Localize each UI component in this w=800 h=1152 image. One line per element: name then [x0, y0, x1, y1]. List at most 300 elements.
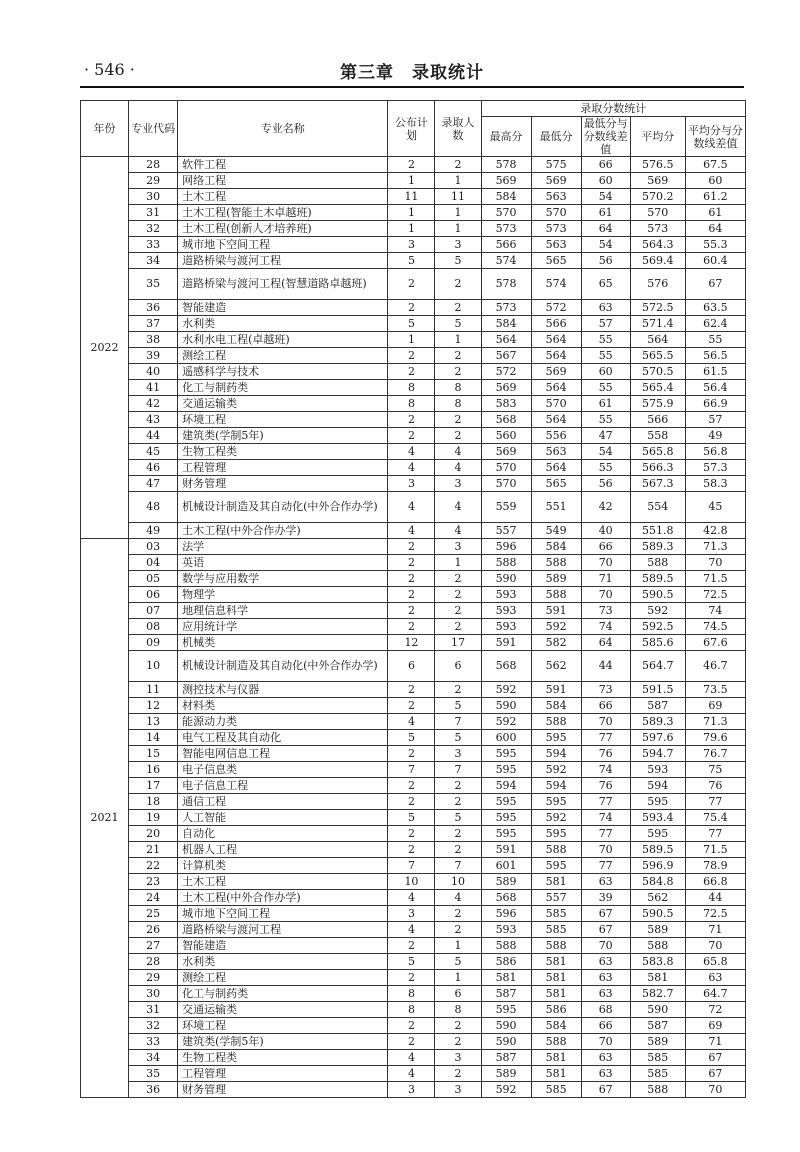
major-code-cell: 42: [129, 396, 178, 412]
avg-diff-cell: 65.8: [685, 954, 745, 970]
avg-diff-cell: 72.5: [685, 587, 745, 603]
plan-cell: 4: [388, 922, 435, 938]
avg-diff-cell: 57.3: [685, 460, 745, 476]
enrolled-cell: 8: [435, 380, 481, 396]
min-diff-cell: 76: [581, 778, 630, 794]
major-code-cell: 20: [129, 826, 178, 842]
avg-score-cell: 551.8: [630, 523, 685, 539]
major-name-cell: 物理学: [178, 587, 388, 603]
min-diff-cell: 67: [581, 922, 630, 938]
min-score-cell: 581: [531, 986, 581, 1002]
major-code-cell: 18: [129, 794, 178, 810]
avg-score-cell: 592: [630, 603, 685, 619]
max-score-cell: 595: [481, 826, 531, 842]
avg-diff-cell: 79.6: [685, 730, 745, 746]
max-score-cell: 601: [481, 858, 531, 874]
min-diff-cell: 66: [581, 539, 630, 555]
plan-cell: 8: [388, 1002, 435, 1018]
avg-score-cell: 570: [630, 205, 685, 221]
avg-diff-cell: 49: [685, 428, 745, 444]
max-score-cell: 581: [481, 970, 531, 986]
major-code-cell: 10: [129, 651, 178, 682]
major-name-cell: 交通运输类: [178, 396, 388, 412]
min-diff-cell: 68: [581, 1002, 630, 1018]
min-diff-cell: 74: [581, 762, 630, 778]
max-score-cell: 569: [481, 173, 531, 189]
major-code-cell: 08: [129, 619, 178, 635]
max-score-cell: 568: [481, 890, 531, 906]
min-score-cell: 589: [531, 571, 581, 587]
avg-score-cell: 593.4: [630, 810, 685, 826]
major-code-cell: 28: [129, 157, 178, 173]
max-score-cell: 570: [481, 476, 531, 492]
max-score-cell: 570: [481, 460, 531, 476]
min-diff-cell: 60: [581, 364, 630, 380]
max-score-cell: 566: [481, 237, 531, 253]
major-name-cell: 建筑类(学制5年): [178, 1034, 388, 1050]
major-name-cell: 地理信息科学: [178, 603, 388, 619]
header-min-diff: 最低分与分数线差值: [581, 117, 630, 157]
min-score-cell: 592: [531, 810, 581, 826]
table-row: [81, 1082, 746, 1098]
min-diff-cell: 63: [581, 300, 630, 316]
avg-diff-cell: 75: [685, 762, 745, 778]
major-name-cell: 法学: [178, 539, 388, 555]
avg-diff-cell: 64: [685, 221, 745, 237]
avg-diff-cell: 67: [685, 1050, 745, 1066]
avg-score-cell: 576.5: [630, 157, 685, 173]
enrolled-cell: 5: [435, 698, 481, 714]
min-score-cell: 591: [531, 603, 581, 619]
table-row: [81, 523, 746, 539]
table-row: [81, 221, 746, 237]
min-score-cell: 588: [531, 842, 581, 858]
table-row: [81, 794, 746, 810]
plan-cell: 2: [388, 842, 435, 858]
min-score-cell: 581: [531, 1050, 581, 1066]
plan-cell: 5: [388, 954, 435, 970]
major-code-cell: 34: [129, 253, 178, 269]
major-code-cell: 31: [129, 1002, 178, 1018]
enrolled-cell: 2: [435, 906, 481, 922]
major-name-cell: 生物工程类: [178, 1050, 388, 1066]
plan-cell: 2: [388, 364, 435, 380]
min-diff-cell: 77: [581, 826, 630, 842]
table-row: [81, 571, 746, 587]
major-name-cell: 土木工程(创新人才培养班): [178, 221, 388, 237]
major-code-cell: 04: [129, 555, 178, 571]
min-score-cell: 556: [531, 428, 581, 444]
plan-cell: 5: [388, 253, 435, 269]
avg-diff-cell: 57: [685, 412, 745, 428]
major-code-cell: 29: [129, 970, 178, 986]
enrolled-cell: 2: [435, 428, 481, 444]
plan-cell: 1: [388, 173, 435, 189]
enrolled-cell: 5: [435, 810, 481, 826]
plan-cell: 2: [388, 428, 435, 444]
plan-cell: 11: [388, 189, 435, 205]
table-row: [81, 778, 746, 794]
table-row: [81, 922, 746, 938]
table-row: [81, 332, 746, 348]
avg-score-cell: 595: [630, 794, 685, 810]
min-score-cell: 565: [531, 476, 581, 492]
max-score-cell: 574: [481, 253, 531, 269]
avg-diff-cell: 77: [685, 794, 745, 810]
min-diff-cell: 67: [581, 1082, 630, 1098]
avg-score-cell: 571.4: [630, 316, 685, 332]
table-row: [81, 316, 746, 332]
table-row: [81, 874, 746, 890]
major-name-cell: 智能建造: [178, 300, 388, 316]
avg-diff-cell: 78.9: [685, 858, 745, 874]
plan-cell: 8: [388, 380, 435, 396]
enrolled-cell: 2: [435, 682, 481, 698]
avg-diff-cell: 70: [685, 938, 745, 954]
min-diff-cell: 63: [581, 1050, 630, 1066]
table-row: [81, 1066, 746, 1082]
avg-diff-cell: 71.5: [685, 842, 745, 858]
avg-score-cell: 582.7: [630, 986, 685, 1002]
min-diff-cell: 54: [581, 444, 630, 460]
enrolled-cell: 2: [435, 794, 481, 810]
max-score-cell: 569: [481, 380, 531, 396]
max-score-cell: 594: [481, 778, 531, 794]
major-name-cell: 材料类: [178, 698, 388, 714]
major-name-cell: 机器人工程: [178, 842, 388, 858]
avg-score-cell: 573: [630, 221, 685, 237]
min-score-cell: 595: [531, 826, 581, 842]
min-score-cell: 585: [531, 922, 581, 938]
major-code-cell: 09: [129, 635, 178, 651]
enrolled-cell: 7: [435, 858, 481, 874]
avg-score-cell: 589.3: [630, 714, 685, 730]
avg-score-cell: 597.6: [630, 730, 685, 746]
enrolled-cell: 2: [435, 587, 481, 603]
max-score-cell: 595: [481, 794, 531, 810]
min-score-cell: 588: [531, 555, 581, 571]
min-diff-cell: 73: [581, 682, 630, 698]
max-score-cell: 589: [481, 874, 531, 890]
table-row: [81, 237, 746, 253]
major-name-cell: 人工智能: [178, 810, 388, 826]
major-code-cell: 48: [129, 492, 178, 523]
major-code-cell: 46: [129, 460, 178, 476]
major-code-cell: 14: [129, 730, 178, 746]
enrolled-cell: 1: [435, 221, 481, 237]
plan-cell: 5: [388, 730, 435, 746]
min-score-cell: 564: [531, 380, 581, 396]
major-name-cell: 道路桥梁与渡河工程: [178, 922, 388, 938]
min-score-cell: 569: [531, 364, 581, 380]
enrolled-cell: 1: [435, 332, 481, 348]
plan-cell: 2: [388, 938, 435, 954]
avg-score-cell: 565.8: [630, 444, 685, 460]
max-score-cell: 588: [481, 555, 531, 571]
chapter-title: 第三章 录取统计: [340, 63, 484, 83]
table-row: [81, 412, 746, 428]
enrolled-cell: 4: [435, 460, 481, 476]
min-score-cell: 588: [531, 714, 581, 730]
plan-cell: 1: [388, 332, 435, 348]
table-header: [81, 101, 746, 157]
min-score-cell: 588: [531, 1034, 581, 1050]
major-name-cell: 机械设计制造及其自动化(中外合作办学): [178, 492, 388, 523]
enrolled-cell: 4: [435, 523, 481, 539]
max-score-cell: 600: [481, 730, 531, 746]
avg-score-cell: 595: [630, 826, 685, 842]
plan-cell: 4: [388, 714, 435, 730]
max-score-cell: 596: [481, 539, 531, 555]
avg-diff-cell: 77: [685, 826, 745, 842]
min-diff-cell: 70: [581, 714, 630, 730]
avg-score-cell: 592.5: [630, 619, 685, 635]
min-score-cell: 585: [531, 1082, 581, 1098]
min-score-cell: 595: [531, 730, 581, 746]
table-row: [81, 492, 746, 523]
avg-score-cell: 590: [630, 1002, 685, 1018]
plan-cell: 4: [388, 444, 435, 460]
max-score-cell: 568: [481, 651, 531, 682]
table-row: [81, 890, 746, 906]
major-code-cell: 22: [129, 858, 178, 874]
major-code-cell: 34: [129, 1050, 178, 1066]
min-score-cell: 570: [531, 396, 581, 412]
avg-diff-cell: 61.2: [685, 189, 745, 205]
table-row: [81, 476, 746, 492]
major-name-cell: 土木工程(智能土木卓越班): [178, 205, 388, 221]
min-score-cell: 563: [531, 237, 581, 253]
major-name-cell: 工程管理: [178, 1066, 388, 1082]
max-score-cell: 584: [481, 189, 531, 205]
max-score-cell: 587: [481, 986, 531, 1002]
plan-cell: 12: [388, 635, 435, 651]
avg-diff-cell: 60.4: [685, 253, 745, 269]
plan-cell: 8: [388, 986, 435, 1002]
table-row: [81, 205, 746, 221]
avg-score-cell: 585: [630, 1066, 685, 1082]
major-code-cell: 25: [129, 906, 178, 922]
table-row: [81, 906, 746, 922]
major-name-cell: 测绘工程: [178, 970, 388, 986]
enrolled-cell: 7: [435, 714, 481, 730]
enrolled-cell: 3: [435, 1082, 481, 1098]
year-cell: 2022: [81, 157, 129, 539]
max-score-cell: 567: [481, 348, 531, 364]
table-row: [81, 348, 746, 364]
avg-score-cell: 565.4: [630, 380, 685, 396]
major-code-cell: 45: [129, 444, 178, 460]
major-name-cell: 环境工程: [178, 1018, 388, 1034]
major-code-cell: 07: [129, 603, 178, 619]
max-score-cell: 583: [481, 396, 531, 412]
major-code-cell: 06: [129, 587, 178, 603]
major-name-cell: 计算机类: [178, 858, 388, 874]
major-name-cell: 数学与应用数学: [178, 571, 388, 587]
min-score-cell: 592: [531, 762, 581, 778]
min-score-cell: 588: [531, 587, 581, 603]
min-diff-cell: 66: [581, 157, 630, 173]
avg-diff-cell: 66.8: [685, 874, 745, 890]
major-code-cell: 27: [129, 938, 178, 954]
avg-diff-cell: 58.3: [685, 476, 745, 492]
max-score-cell: 591: [481, 635, 531, 651]
min-score-cell: 595: [531, 858, 581, 874]
min-diff-cell: 61: [581, 396, 630, 412]
major-name-cell: 土木工程: [178, 189, 388, 205]
major-name-cell: 机械设计制造及其自动化(中外合作办学): [178, 651, 388, 682]
major-code-cell: 49: [129, 523, 178, 539]
major-code-cell: 47: [129, 476, 178, 492]
min-score-cell: 565: [531, 253, 581, 269]
enrolled-cell: 1: [435, 173, 481, 189]
max-score-cell: 595: [481, 810, 531, 826]
min-diff-cell: 55: [581, 348, 630, 364]
avg-score-cell: 564: [630, 332, 685, 348]
avg-score-cell: 554: [630, 492, 685, 523]
min-diff-cell: 55: [581, 332, 630, 348]
enrolled-cell: 1: [435, 205, 481, 221]
plan-cell: 2: [388, 603, 435, 619]
plan-cell: 7: [388, 858, 435, 874]
header-avg: 平均分: [630, 117, 685, 157]
major-code-cell: 36: [129, 1082, 178, 1098]
min-diff-cell: 39: [581, 890, 630, 906]
plan-cell: 2: [388, 539, 435, 555]
min-score-cell: 570: [531, 205, 581, 221]
min-score-cell: 557: [531, 890, 581, 906]
major-code-cell: 41: [129, 380, 178, 396]
plan-cell: 1: [388, 221, 435, 237]
min-score-cell: 582: [531, 635, 581, 651]
enrolled-cell: 5: [435, 954, 481, 970]
avg-diff-cell: 45: [685, 492, 745, 523]
table-row: [81, 428, 746, 444]
major-code-cell: 32: [129, 1018, 178, 1034]
min-diff-cell: 73: [581, 603, 630, 619]
table-row: [81, 189, 746, 205]
header-enrolled: 录取人数: [435, 101, 481, 157]
avg-diff-cell: 56.5: [685, 348, 745, 364]
major-code-cell: 33: [129, 237, 178, 253]
min-score-cell: 594: [531, 746, 581, 762]
avg-diff-cell: 69: [685, 698, 745, 714]
avg-score-cell: 581: [630, 970, 685, 986]
enrolled-cell: 2: [435, 826, 481, 842]
major-code-cell: 15: [129, 746, 178, 762]
max-score-cell: 596: [481, 906, 531, 922]
enrolled-cell: 3: [435, 476, 481, 492]
min-score-cell: 581: [531, 954, 581, 970]
major-name-cell: 城市地下空间工程: [178, 906, 388, 922]
max-score-cell: 591: [481, 842, 531, 858]
min-diff-cell: 74: [581, 810, 630, 826]
admission-stats-table: [80, 100, 746, 1098]
avg-diff-cell: 72: [685, 1002, 745, 1018]
plan-cell: 3: [388, 1082, 435, 1098]
header-avg-diff: 平均分与分数线差值: [685, 117, 745, 157]
table-row: [81, 380, 746, 396]
avg-diff-cell: 75.4: [685, 810, 745, 826]
min-diff-cell: 70: [581, 587, 630, 603]
table-row: [81, 682, 746, 698]
table-row: [81, 555, 746, 571]
avg-diff-cell: 55: [685, 332, 745, 348]
min-diff-cell: 63: [581, 874, 630, 890]
plan-cell: 2: [388, 269, 435, 300]
major-code-cell: 33: [129, 1034, 178, 1050]
max-score-cell: 593: [481, 619, 531, 635]
table-row: [81, 842, 746, 858]
max-score-cell: 559: [481, 492, 531, 523]
max-score-cell: 573: [481, 300, 531, 316]
enrolled-cell: 11: [435, 189, 481, 205]
min-score-cell: 586: [531, 1002, 581, 1018]
min-diff-cell: 74: [581, 619, 630, 635]
major-name-cell: 遥感科学与技术: [178, 364, 388, 380]
avg-diff-cell: 63.5: [685, 300, 745, 316]
plan-cell: 4: [388, 460, 435, 476]
avg-diff-cell: 76.7: [685, 746, 745, 762]
avg-score-cell: 590.5: [630, 587, 685, 603]
table-row: [81, 253, 746, 269]
plan-cell: 5: [388, 810, 435, 826]
min-diff-cell: 63: [581, 954, 630, 970]
enrolled-cell: 3: [435, 237, 481, 253]
avg-diff-cell: 67: [685, 269, 745, 300]
max-score-cell: 593: [481, 603, 531, 619]
avg-score-cell: 567.3: [630, 476, 685, 492]
min-score-cell: 564: [531, 332, 581, 348]
enrolled-cell: 4: [435, 444, 481, 460]
min-score-cell: 562: [531, 651, 581, 682]
min-diff-cell: 76: [581, 746, 630, 762]
min-diff-cell: 63: [581, 1066, 630, 1082]
plan-cell: 4: [388, 492, 435, 523]
plan-cell: 2: [388, 619, 435, 635]
major-name-cell: 水利类: [178, 954, 388, 970]
plan-cell: 2: [388, 555, 435, 571]
avg-diff-cell: 74: [685, 603, 745, 619]
table-body: [81, 157, 746, 1098]
max-score-cell: 595: [481, 762, 531, 778]
avg-diff-cell: 63: [685, 970, 745, 986]
avg-score-cell: 587: [630, 698, 685, 714]
avg-score-cell: 585.6: [630, 635, 685, 651]
major-name-cell: 智能建造: [178, 938, 388, 954]
major-name-cell: 电子信息类: [178, 762, 388, 778]
enrolled-cell: 1: [435, 938, 481, 954]
avg-diff-cell: 74.5: [685, 619, 745, 635]
max-score-cell: 568: [481, 412, 531, 428]
enrolled-cell: 2: [435, 1066, 481, 1082]
min-diff-cell: 77: [581, 794, 630, 810]
major-name-cell: 英语: [178, 555, 388, 571]
major-code-cell: 44: [129, 428, 178, 444]
header-major-code: 专业代码: [129, 101, 178, 157]
header-min: 最低分: [531, 117, 581, 157]
major-name-cell: 自动化: [178, 826, 388, 842]
avg-diff-cell: 69: [685, 1018, 745, 1034]
plan-cell: 2: [388, 746, 435, 762]
major-code-cell: 13: [129, 714, 178, 730]
max-score-cell: 570: [481, 205, 531, 221]
avg-score-cell: 562: [630, 890, 685, 906]
table-row: [81, 970, 746, 986]
max-score-cell: 592: [481, 1082, 531, 1098]
avg-score-cell: 564.7: [630, 651, 685, 682]
avg-score-cell: 569.4: [630, 253, 685, 269]
